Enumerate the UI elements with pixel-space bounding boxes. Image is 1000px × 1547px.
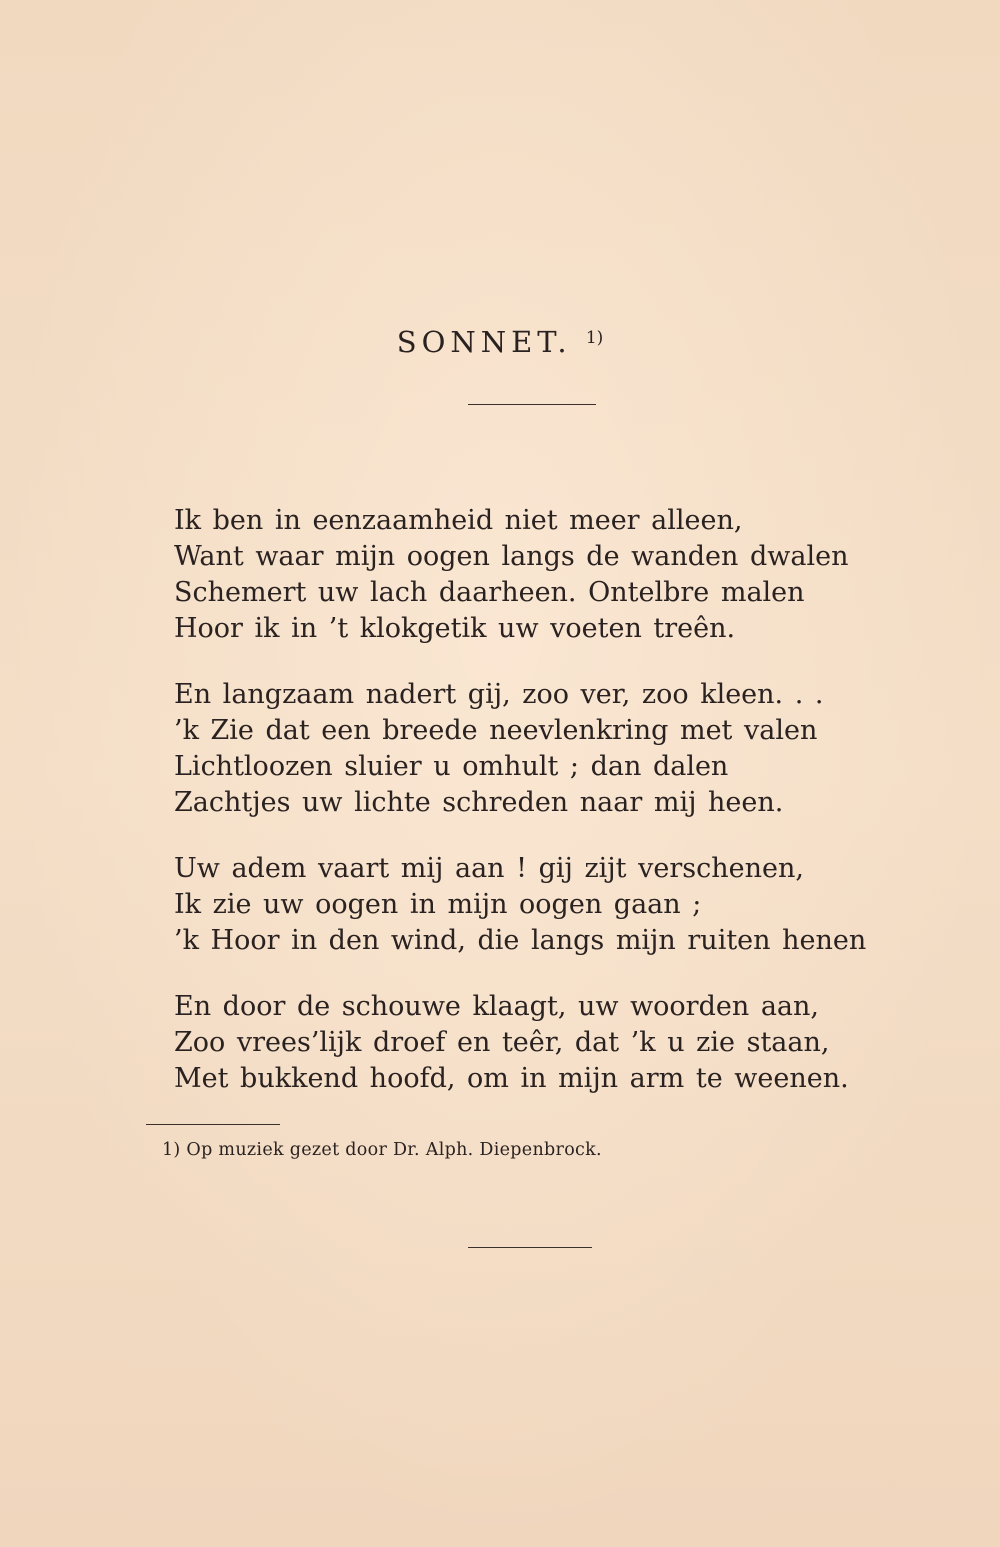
page-title — [0, 318, 1000, 362]
poem-line: ’k Hoor in den wind, die langs mijn ruiten henen — [174, 925, 867, 956]
poem-line: Zachtjes uw lichte schreden naar mij heen. — [174, 787, 784, 818]
poem-line: Ik ben in eenzaamheid niet meer alleen, — [174, 505, 743, 536]
title-divider — [468, 404, 596, 405]
stanza-3 — [174, 851, 934, 959]
poem-line: Want waar mijn oogen langs de wanden dwalen — [174, 541, 849, 572]
stanza-1 — [174, 503, 934, 647]
footnote-divider — [146, 1124, 280, 1125]
poem — [174, 503, 934, 1127]
poem-line: ’k Zie dat een breede neevlenkring met valen — [174, 715, 818, 746]
poem-line: Lichtloozen sluier u omhult ; dan dalen — [174, 751, 729, 782]
poem-line: Schemert uw lach daarheen. Ontelbre malen — [174, 577, 805, 608]
poem-line: En langzaam nadert gij, zoo ver, zoo kleen. . . — [174, 679, 824, 710]
poem-line: Uw adem vaart mij aan ! gij zijt verschenen, — [174, 853, 804, 884]
poem-line: Hoor ik in ’t klokgetik uw voeten treên. — [174, 613, 736, 644]
poem-line: Met bukkend hoofd, om in mijn arm te weenen. — [174, 1063, 849, 1094]
title-footnote-mark: 1) — [585, 328, 604, 348]
poem-line: Ik zie uw oogen in mijn oogen gaan ; — [174, 889, 702, 920]
stanza-2 — [174, 677, 934, 821]
footnote: 1) Op muziek gezet door Dr. Alph. Diepenbrock. — [162, 1140, 602, 1160]
end-divider — [468, 1247, 592, 1248]
poem-line: Zoo vrees’lijk droef en teêr, dat ’k u zie staan, — [174, 1027, 830, 1058]
poem-line: En door de schouwe klaagt, uw woorden aan, — [174, 991, 819, 1022]
title-text: SONNET. — [396, 325, 572, 359]
stanza-4 — [174, 989, 934, 1097]
